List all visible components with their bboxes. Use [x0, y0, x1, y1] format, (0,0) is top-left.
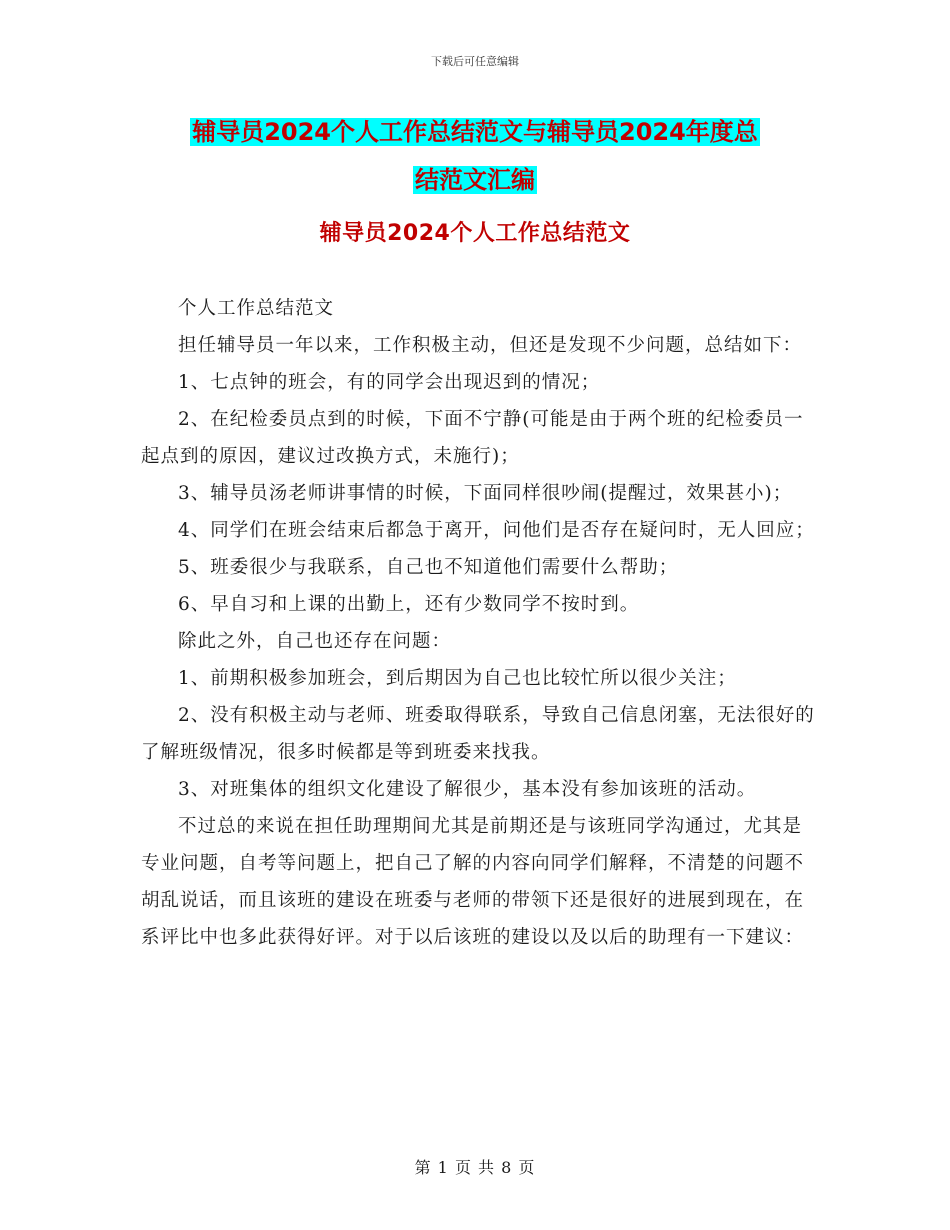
header-note: 下载后可任意编辑 [431, 55, 519, 68]
paragraph: 3、辅导员汤老师讲事情的时候，下面同样很吵闹(提醒过，效果甚小)； [178, 483, 793, 504]
document-title-line1: 辅导员2024个人工作总结范文与辅导员2024年度总 [192, 118, 758, 146]
page-number: 第 1 页 共 8 页 [414, 1158, 536, 1177]
paragraph: 2、没有积极主动与老师、班委取得联系，导致自己信息闭塞，无法很好的了解班级情况，很多时候都是等到班委来找我。 [141, 705, 815, 763]
paragraph: 2、在纪检委员点到的时候，下面不宁静(可能是由于两个班的纪检委员一起点到的原因，建议过改换方式，未施行)； [141, 409, 804, 467]
section-title: 辅导员2024个人工作总结范文 [319, 221, 631, 246]
paragraph: 不过总的来说在担任助理期间尤其是前期还是与该班同学沟通过，尤其是专业问题，自考等问题上，把自己了解的内容向同学们解释，不清楚的问题不胡乱说话，而且该班的建设在班委与老师的带领下还是很好的进展到现在，在系评比中也多此获得好评。对于以后该班的建设以及以后的助理有一下建议： [141, 816, 805, 948]
paragraph: 3、对班集体的组织文化建设了解很少，基本没有参加该班的活动。 [178, 779, 757, 800]
paragraph: 1、前期积极参加班会，到后期因为自己也比较忙所以很少关注； [178, 668, 737, 689]
paragraph: 除此之外，自己也还存在问题： [178, 631, 452, 652]
document-title-line2: 结范文汇编 [415, 166, 535, 194]
paragraph: 5、班委很少与我联系，自己也不知道他们需要什么帮助； [178, 557, 679, 578]
paragraph: 1、七点钟的班会，有的同学会出现迟到的情况； [178, 372, 601, 393]
paragraph: 个人工作总结范文 [178, 298, 335, 319]
document-title [130, 108, 820, 204]
document-body [141, 290, 821, 956]
paragraph: 6、早自习和上课的出勤上，还有少数同学不按时到。 [178, 594, 640, 615]
paragraph: 4、同学们在班会结束后都急于离开，问他们是否存在疑问时，无人回应； [178, 520, 815, 541]
paragraph: 担任辅导员一年以来，工作积极主动，但还是发现不少问题，总结如下： [178, 335, 803, 356]
